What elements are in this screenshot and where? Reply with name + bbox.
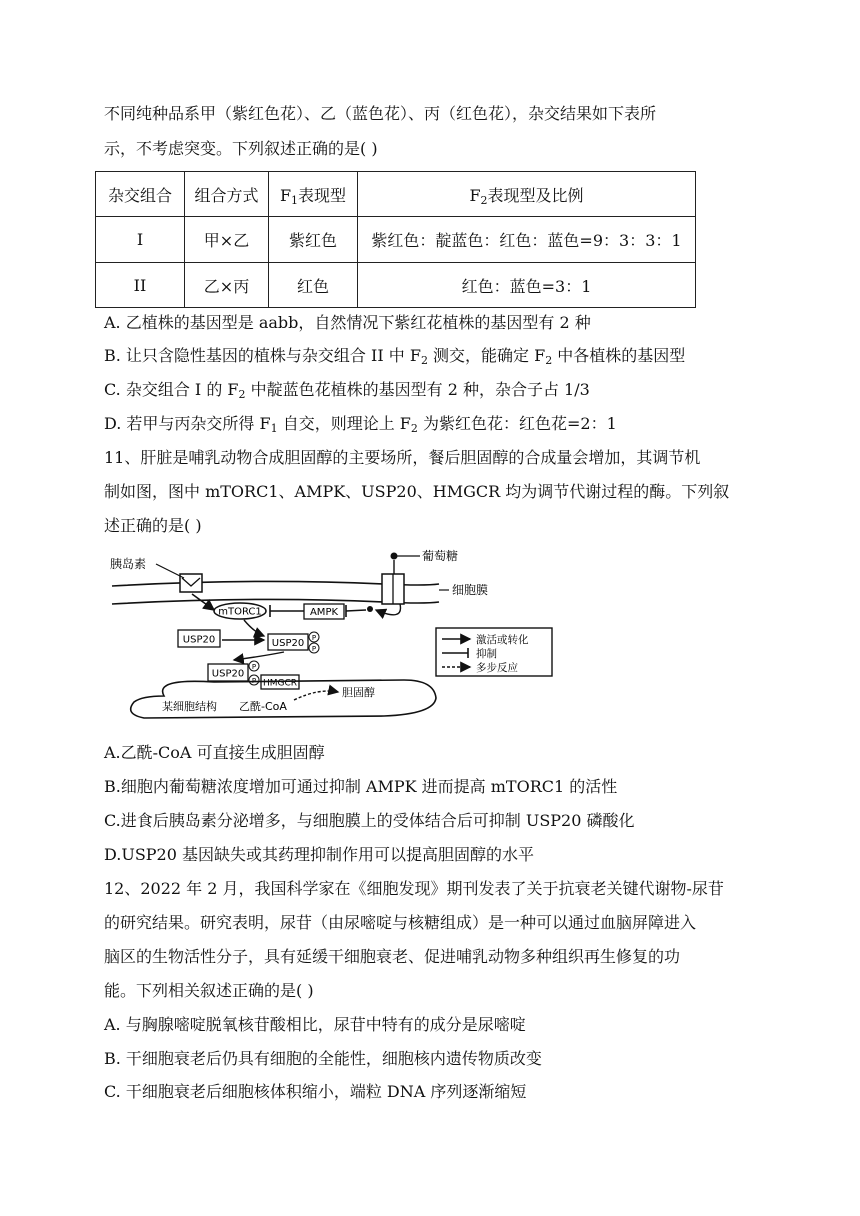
usp20-bound-label: USP20	[211, 668, 245, 680]
table-row	[96, 217, 696, 263]
cholesterol-regulation-diagram	[104, 548, 560, 724]
table-row	[96, 263, 696, 308]
q11-stem-line3: 述正确的是( )	[104, 516, 202, 535]
q11-stem-line1: 11、肝脏是哺乳动物合成胆固醇的主要场所，餐后胆固醇的合成量会增加，其调节机	[104, 448, 701, 467]
table-cell: 甲×乙	[185, 217, 269, 263]
q11-option-a: A.乙酰-CoA 可直接生成胆固醇	[104, 743, 325, 762]
table-cell: II	[96, 263, 185, 308]
mtorc1-label: mTORC1	[218, 606, 262, 618]
q10-intro-line2: 示，不考虑突变。下列叙述正确的是( )	[104, 139, 378, 158]
membrane-label: 细胞膜	[452, 583, 489, 597]
q12-option-a: A. 与胸腺嘧啶脱氧核苷酸相比，尿苷中特有的成分是尿嘧啶	[104, 1015, 526, 1034]
q10-intro-line1: 不同纯种品系甲（紫红色花）、乙（蓝色花）、丙（红色花），杂交结果如下表所	[104, 104, 657, 123]
q10-option-c: C. 杂交组合 I 的 $F_2$ 中靛蓝色花植株的基因型有 2 种，杂合子占 1/3	[104, 380, 590, 401]
table-header-row	[96, 172, 696, 217]
q12-stem-line4: 能。下列相关叙述正确的是( )	[104, 981, 314, 1000]
acetyl-coa-label: 乙酰-CoA	[239, 700, 287, 713]
q10-option-b: B. 让只含隐性基因的植株与杂交组合 II 中 $F_2$ 测交，能确定 $F_2$ 中各植株的基因型	[104, 346, 686, 367]
svg-text:P: P	[251, 663, 257, 671]
q11-option-c: C.进食后胰岛素分泌增多，与细胞膜上的受体结合后可抑制 USP20 磷酸化	[104, 811, 635, 830]
table-cell: 紫红色：靛蓝色：红色：蓝色=9：3：3：1	[358, 217, 696, 263]
cholesterol-label: 胆固醇	[342, 686, 375, 699]
q11-option-b: B.细胞内葡萄糖浓度增加可通过抑制 AMPK 进而提高 mTORC1 的活性	[104, 777, 618, 796]
glucose-dot-icon	[391, 553, 398, 560]
svg-text:P: P	[251, 677, 257, 685]
svg-text:P: P	[311, 634, 317, 642]
usp20-phospho-label: USP20	[271, 638, 305, 649]
q12-stem-line2: 的研究结果。研究表明，尿苷（由尿嘧啶与核糖组成）是一种可以通过血脑屏障进入	[104, 913, 697, 932]
table-cell: 红色：蓝色=3：1	[358, 263, 696, 308]
insulin-label: 胰岛素	[110, 557, 147, 571]
table-cell: 乙×丙	[185, 263, 269, 308]
table-header: $F_2$表现型及比例	[358, 172, 696, 217]
table-cell: I	[96, 217, 185, 263]
q11-option-d: D.USP20 基因缺失或其药理抑制作用可以提高胆固醇的水平	[104, 845, 535, 864]
q12-option-c: C. 干细胞衰老后细胞核体积缩小，端粒 DNA 序列逐渐缩短	[104, 1082, 527, 1101]
q12-stem-line3: 脑区的生物活性分子，具有延缓干细胞衰老、促进哺乳动物多种组织再生修复的功	[104, 947, 681, 966]
q12-option-b: B. 干细胞衰老后仍具有细胞的全能性，细胞核内遗传物质改变	[104, 1049, 542, 1068]
table-header: 杂交组合	[96, 172, 185, 217]
structure-label: 某细胞结构	[162, 700, 217, 713]
cross-result-table	[95, 171, 696, 308]
legend-activate-label: 激活或转化	[476, 634, 529, 646]
insulin-receptor-icon	[180, 574, 202, 592]
legend-multistep-label: 多步反应	[476, 662, 518, 674]
q10-option-d: D. 若甲与丙杂交所得 $F_1$ 自交，则理论上 $F_2$ 为紫红色花：红色花=2：1	[104, 414, 617, 435]
ampk-label: AMPK	[309, 607, 339, 618]
svg-text:P: P	[311, 645, 317, 653]
table-cell: 红色	[269, 263, 358, 308]
q12-stem-line1: 12、2022 年 2 月，我国科学家在《细胞发现》期刊发表了关于抗衰老关键代谢物-尿苷	[104, 879, 724, 898]
table-header: 组合方式	[185, 172, 269, 217]
table-cell: 紫红色	[269, 217, 358, 263]
usp20-label: USP20	[182, 634, 216, 646]
legend-inhibit-label: 抑制	[476, 648, 497, 660]
q10-option-a: A. 乙植株的基因型是 aabb，自然情况下紫红花植株的基因型有 2 种	[104, 313, 591, 332]
glucose-label: 葡萄糖	[422, 549, 459, 563]
hmgcr-label: HMGCR	[262, 678, 298, 689]
q11-stem-line2: 制如图，图中 mTORC1、AMPK、USP20、HMGCR 均为调节代谢过程的酶。下列叙	[104, 482, 730, 501]
table-header: $F_1$表现型	[269, 172, 358, 217]
